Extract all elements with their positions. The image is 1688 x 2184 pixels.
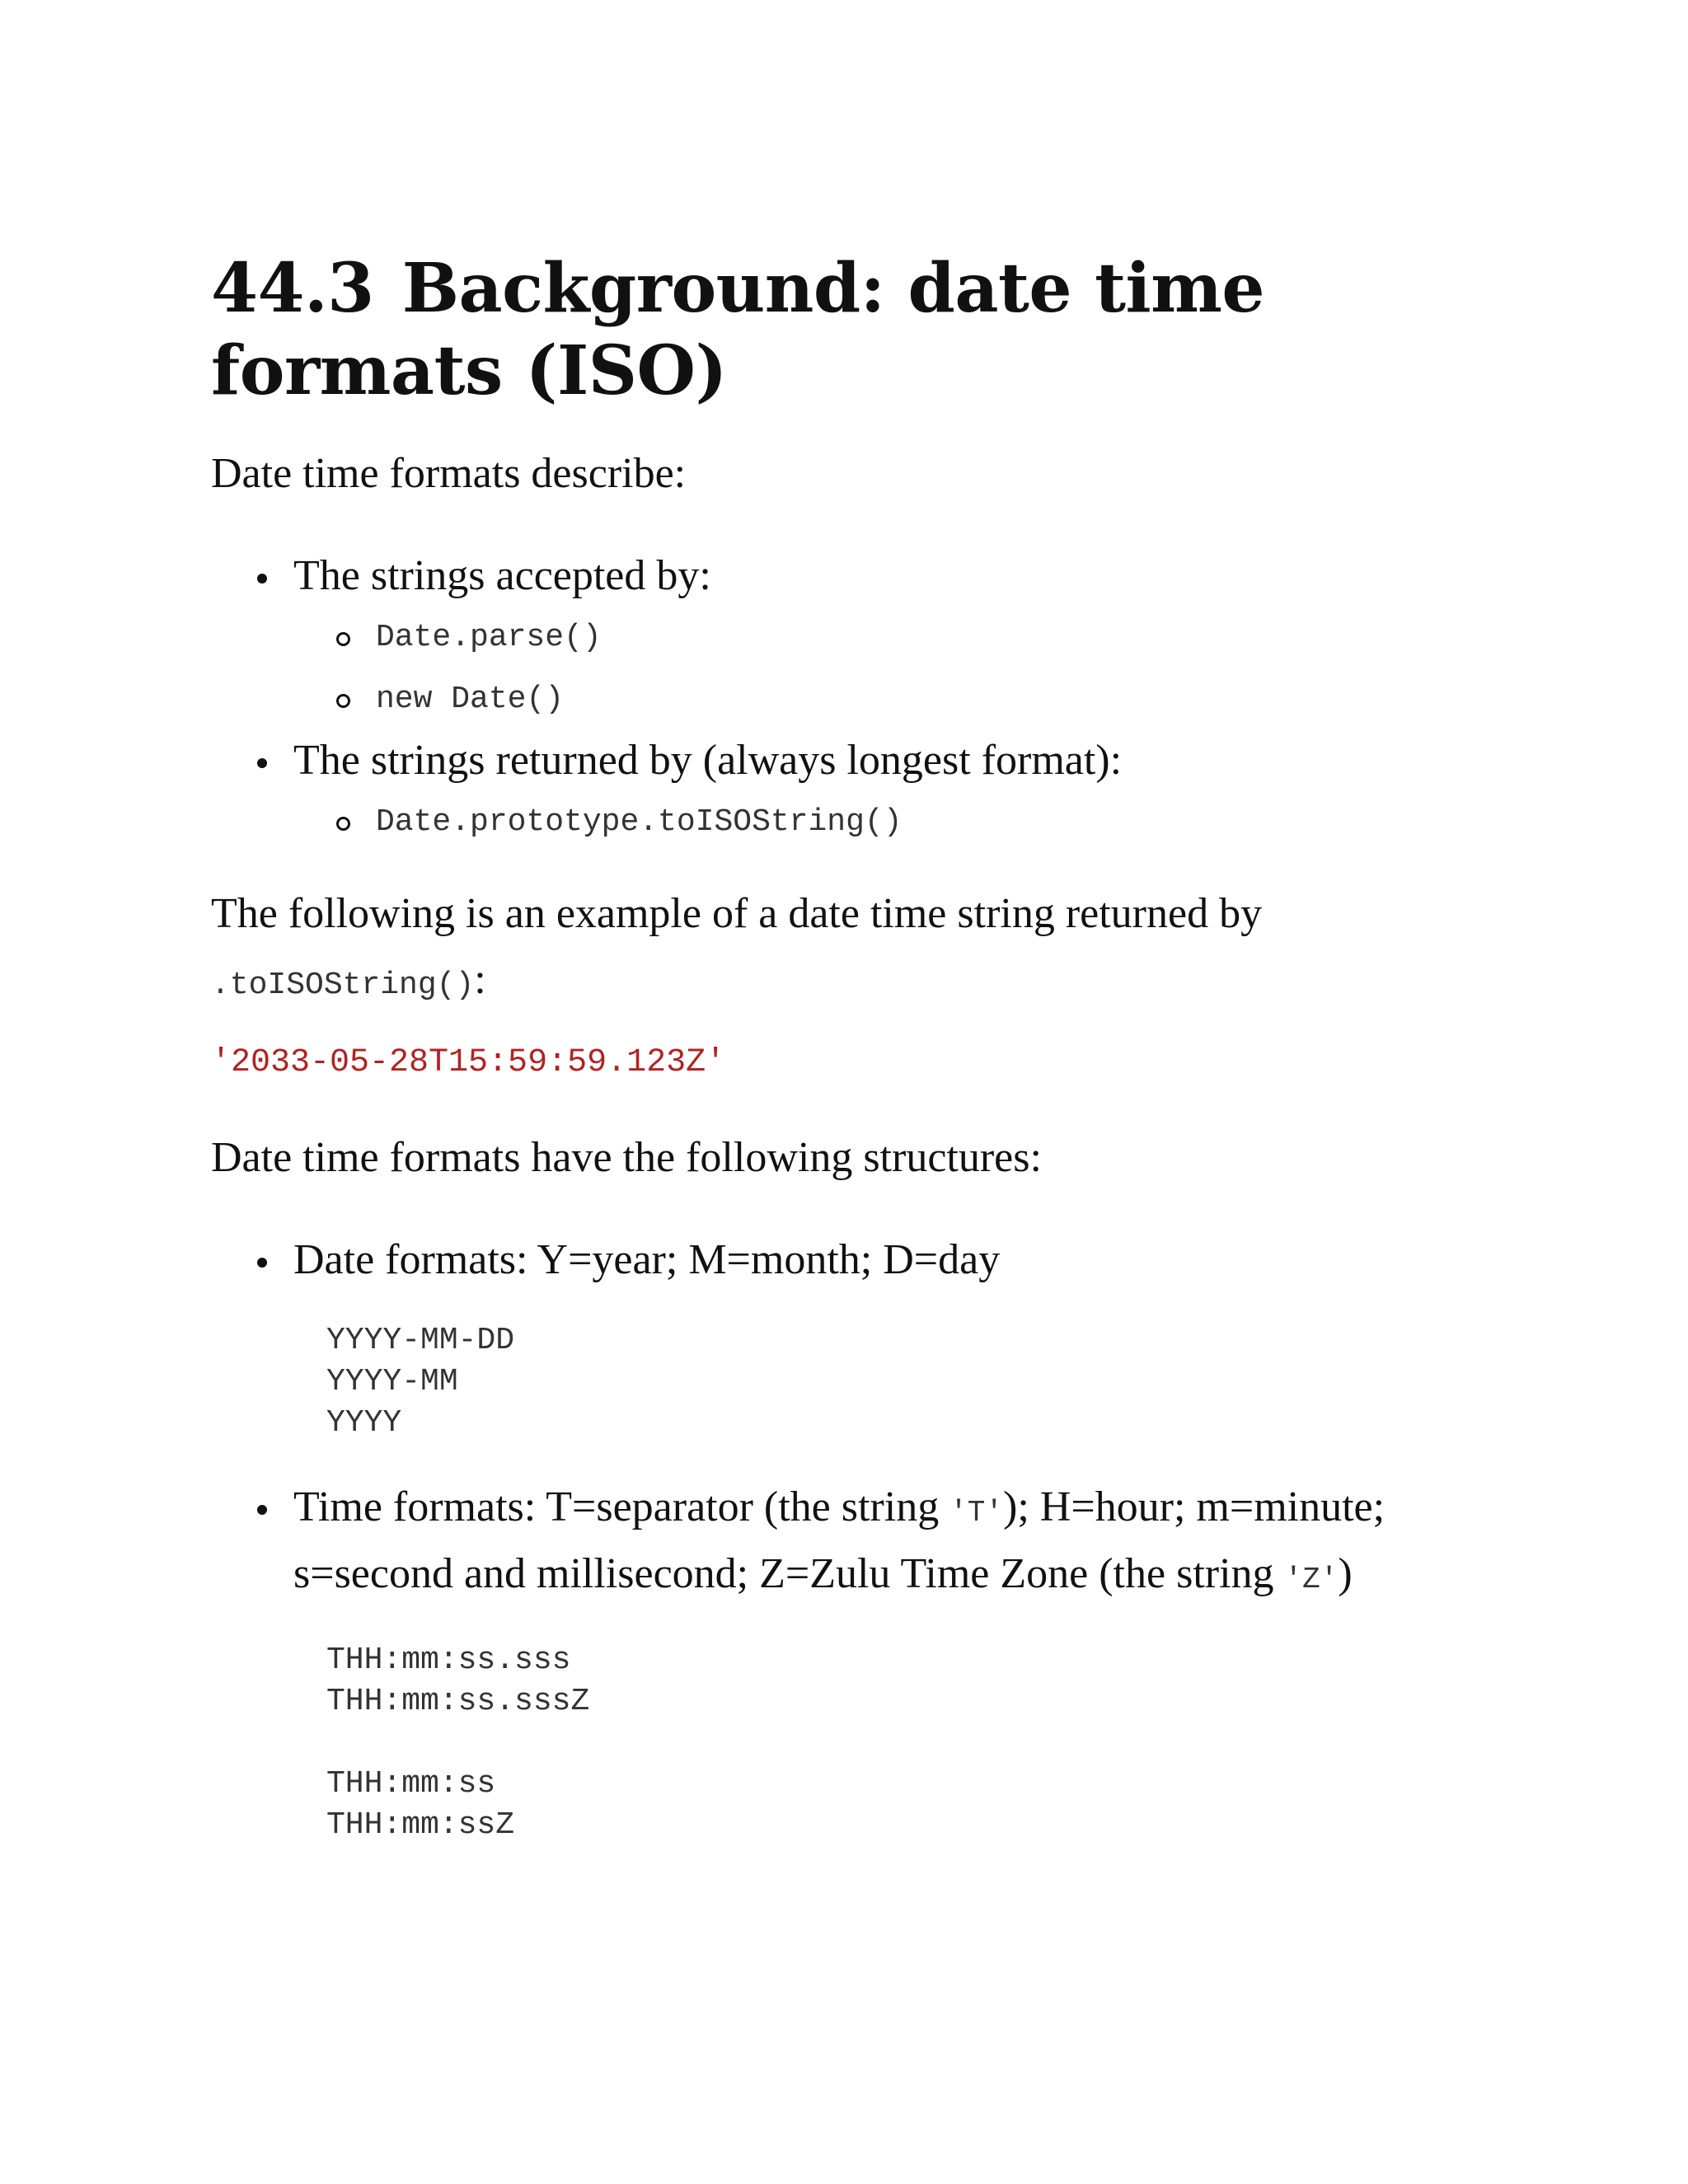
intro-paragraph: Date time formats describe:: [211, 450, 687, 497]
structures-list-time: [211, 1477, 1497, 1610]
bullet-text: The strings accepted by:: [293, 552, 711, 599]
list-item: [293, 730, 1497, 853]
accepted-returned-list: [211, 546, 1497, 853]
bullet-text-part: ): [1338, 1550, 1353, 1597]
example-iso-string: '2033-05-28T15:59:59.123Z': [211, 1044, 726, 1081]
date-formats-code-block: YYYY-MM-DD YYYY-MM YYYY: [326, 1323, 515, 1441]
time-formats-code-block: THH:mm:ss.sss THH:mm:ss.sssZ THH:mm:ss THH:mm:ssZ: [326, 1643, 590, 1843]
inline-code-z: 'Z': [1284, 1563, 1339, 1596]
structures-list: [211, 1230, 1497, 1291]
bullet-text: The strings returned by (always longest format):: [293, 737, 1123, 784]
example-text: The following is an example of a date time string returned by: [211, 890, 1263, 937]
section-number: 44.3: [211, 249, 374, 328]
sub-list: [293, 791, 1497, 853]
bullet-text-part: Time formats: T=separator (the string: [293, 1483, 950, 1530]
example-suffix: :: [474, 956, 486, 1003]
sub-list-item: new Date(): [376, 668, 1497, 730]
example-inline-code: .toISOString(): [211, 968, 475, 1003]
section-title: Background: date time formats (ISO): [211, 249, 1265, 410]
list-item-date-formats: [293, 1230, 1497, 1291]
sub-list: [293, 607, 1497, 730]
document-page: [211, 247, 1497, 1846]
sub-list-item: Date.parse(): [376, 607, 1497, 668]
list-item: [293, 546, 1497, 730]
inline-code-t: 'T': [950, 1496, 1004, 1530]
section-heading: [211, 247, 1497, 412]
structures-intro: Date time formats have the following structures:: [211, 1134, 1042, 1181]
bullet-text: Date formats: Y=year; M=month; D=day: [293, 1236, 1001, 1283]
sub-list-item: Date.prototype.toISOString(): [376, 791, 1497, 853]
example-paragraph: [211, 881, 1497, 1019]
list-item-time-formats: [293, 1477, 1497, 1610]
bullet-text-part: ); H=hour; m=minute; s=second and millisecond; Z=Zulu Time Zone (the string: [293, 1483, 1386, 1597]
